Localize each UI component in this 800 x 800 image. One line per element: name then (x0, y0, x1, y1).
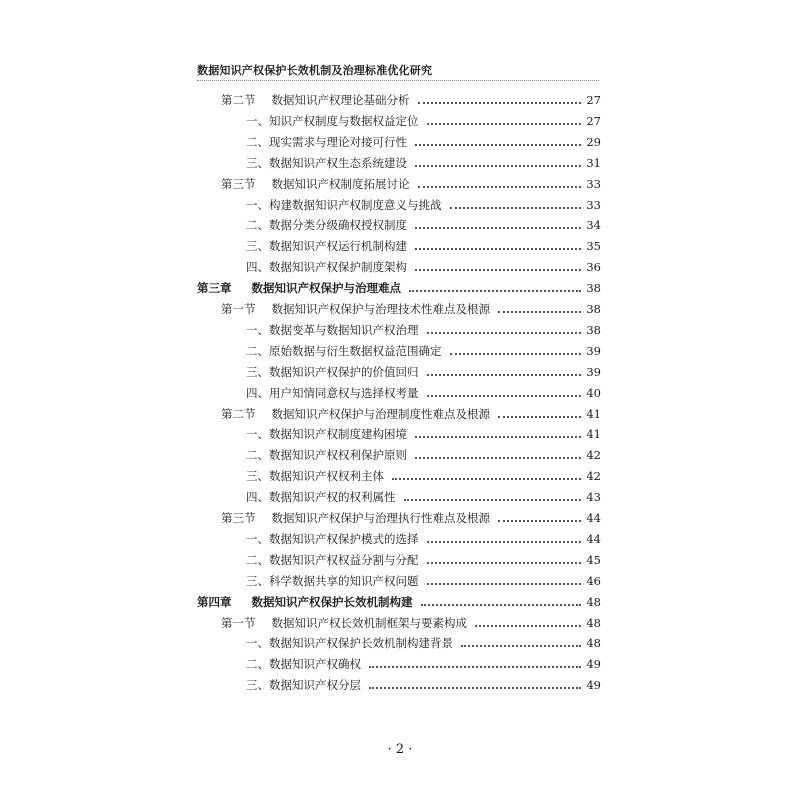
toc-entry-page: 33 (586, 197, 601, 212)
toc-entry-page: 45 (586, 552, 601, 567)
dot-leader (415, 165, 581, 167)
toc-item-entry (246, 673, 601, 693)
toc-item-entry (246, 548, 601, 568)
dot-leader (369, 666, 581, 668)
toc-entry-page: 46 (586, 573, 601, 588)
toc-entry-title: 四、数据知识产权的权利属性 (246, 490, 396, 505)
toc-entry-label (197, 594, 413, 610)
toc-entry-title: 数据知识产权保护与治理执行性难点及根源 (271, 511, 490, 525)
toc-entry-label (221, 615, 467, 631)
dot-leader (418, 186, 582, 188)
toc-entry-page: 35 (586, 239, 601, 254)
toc-entry-page: 48 (586, 636, 601, 651)
toc-item-entry (246, 381, 601, 401)
dot-leader (415, 227, 581, 229)
toc-entry-label (246, 364, 419, 380)
toc-section-entry (221, 88, 601, 108)
toc-entry-title: 三、数据知识产权运行机制构建 (246, 239, 407, 254)
toc-entry-page: 40 (586, 385, 601, 400)
toc-item-entry (246, 109, 601, 129)
toc-item-entry (246, 193, 601, 213)
toc-entry-label (246, 259, 407, 275)
toc-entry-label (221, 406, 490, 422)
toc-entry-label (197, 280, 401, 296)
toc-entry-page: 38 (586, 302, 601, 316)
toc-item-entry (246, 485, 601, 505)
toc-entry-title: 二、原始数据与衍生数据权益范围确定 (246, 343, 442, 358)
toc-entry-label (246, 134, 407, 150)
toc-entry-label (246, 573, 419, 589)
toc-entry-title: 数据知识产权理论基础分析 (271, 93, 410, 107)
toc-entry-page: 44 (586, 511, 601, 525)
toc-item-entry (246, 360, 601, 380)
toc-entry-number: 第三节 (221, 511, 256, 525)
dot-leader (427, 374, 582, 376)
toc-item-entry (246, 464, 601, 484)
dot-leader (427, 123, 582, 125)
toc-entry-number: 第三章 (197, 281, 232, 296)
toc-entry-page: 29 (586, 134, 601, 149)
toc-entry-number: 第三节 (221, 176, 256, 191)
dot-leader (392, 478, 581, 480)
toc-entry-label (246, 468, 384, 484)
toc-entry-label (246, 113, 419, 129)
dot-leader (369, 687, 581, 689)
dot-leader (498, 311, 581, 313)
toc-entry-page: 34 (586, 218, 601, 233)
toc-entry-label (221, 176, 410, 192)
toc-entry-page: 41 (586, 427, 601, 442)
dot-leader (421, 604, 582, 606)
toc-entry-page: 31 (586, 155, 601, 170)
toc-entry-page: 48 (586, 594, 601, 609)
toc-item-entry (246, 213, 601, 233)
toc-entry-label (246, 322, 419, 338)
toc-entry-title: 四、用户知情同意权与选择权考量 (246, 385, 419, 400)
toc-entry-page: 33 (586, 176, 601, 191)
toc-section-entry (221, 611, 601, 631)
dot-leader (427, 541, 582, 543)
toc-entry-label (221, 301, 490, 317)
toc-entry-label (246, 677, 361, 693)
toc-entry-title: 三、数据知识产权权利主体 (246, 469, 384, 484)
toc-entry-title: 数据知识产权保护与治理制度性难点及根源 (271, 406, 490, 421)
toc-item-entry (246, 527, 601, 547)
toc-section-entry (221, 402, 601, 422)
toc-entry-page: 43 (586, 490, 601, 505)
toc-entry-label (246, 155, 407, 171)
dot-leader (450, 207, 582, 209)
toc-entry-title: 数据知识产权保护与治理技术性难点及根源 (271, 302, 490, 316)
running-head: 数据知识产权保护长效机制及治理标准优化研究 (197, 64, 433, 77)
toc-entry-label (246, 552, 419, 568)
toc-entry-title: 三、数据知识产权生态系统建设 (246, 155, 407, 170)
toc-entry-label (246, 489, 396, 505)
toc-item-entry (246, 339, 601, 359)
toc-item-entry (246, 422, 601, 442)
toc-entry-title: 二、数据分类分级确权授权制度 (246, 218, 407, 233)
toc-entry-page: 36 (586, 260, 601, 275)
dot-leader (450, 353, 582, 355)
toc-entry-title: 三、科学数据共享的知识产权问题 (246, 573, 419, 588)
toc-entry-label (246, 635, 453, 651)
toc-item-entry (246, 318, 601, 338)
dot-leader (409, 290, 581, 292)
toc-entry-title: 一、数据知识产权保护模式的选择 (246, 531, 419, 546)
toc-entry-title: 二、数据知识产权权益分割与分配 (246, 552, 419, 567)
dot-leader (427, 583, 582, 585)
dot-leader (427, 332, 582, 334)
dot-leader (415, 436, 581, 438)
toc-entry-number: 第二节 (221, 93, 256, 107)
toc-item-entry (246, 569, 601, 589)
toc-entry-page: 27 (586, 93, 601, 107)
toc-entry-label (221, 510, 490, 526)
toc-item-entry (246, 151, 601, 171)
toc-entry-page: 38 (586, 281, 601, 296)
toc-entry-label (246, 385, 419, 401)
dot-leader (415, 144, 581, 146)
toc-entry-title: 一、数据知识产权制度建构困境 (246, 427, 407, 442)
toc-entry-title: 三、数据知识产权分层 (246, 678, 361, 693)
toc-entry-title: 一、构建数据知识产权制度意义与挑战 (246, 197, 442, 212)
toc-entry-page: 48 (586, 615, 601, 630)
toc-entry-label (246, 531, 419, 547)
toc-entry-number: 第二节 (221, 406, 256, 421)
toc-section-entry (221, 506, 601, 526)
toc-item-entry (246, 130, 601, 150)
toc-entry-title: 数据知识产权保护长效机制构建 (251, 594, 413, 609)
toc-entry-page: 39 (586, 364, 601, 379)
toc-chapter-entry (197, 276, 601, 296)
toc-item-entry (246, 234, 601, 254)
toc-entry-title: 一、数据变革与数据知识产权治理 (246, 322, 419, 337)
toc-entry-page: 49 (586, 678, 601, 693)
toc-entry-page: 42 (586, 448, 601, 463)
toc-item-entry (246, 652, 601, 672)
toc-item-entry (246, 255, 601, 275)
toc-entry-page: 49 (586, 657, 601, 672)
dot-leader (418, 102, 582, 104)
dot-leader (475, 625, 581, 627)
toc-entry-page: 41 (586, 406, 601, 421)
toc-entry-title: 数据知识产权制度拓展讨论 (271, 176, 410, 191)
toc-entry-label (246, 343, 442, 359)
dot-leader (415, 248, 581, 250)
toc-entry-label (246, 426, 407, 442)
toc-section-entry (221, 172, 601, 192)
toc-entry-label (246, 447, 407, 463)
toc-entry-number: 第一节 (221, 615, 256, 630)
toc-entry-label (246, 238, 407, 254)
dot-leader (498, 416, 581, 418)
toc-entry-title: 数据知识产权保护与治理难点 (251, 281, 401, 296)
toc-entry-label (221, 92, 410, 108)
toc-item-entry (246, 443, 601, 463)
dot-leader (461, 645, 581, 647)
toc-entry-number: 第四章 (197, 594, 232, 609)
toc-entry-page: 39 (586, 343, 601, 358)
toc-entry-title: 二、数据知识产权权利保护原则 (246, 448, 407, 463)
toc-entry-label (246, 197, 442, 213)
toc-entry-label (246, 656, 361, 672)
toc-entry-page: 42 (586, 469, 601, 484)
toc-entry-title: 二、现实需求与理论对接可行性 (246, 134, 407, 149)
page-number: · 2 · (387, 742, 413, 757)
toc-entry-title: 数据知识产权长效机制框架与要素构成 (271, 615, 467, 630)
toc-entry-title: 二、数据知识产权确权 (246, 657, 361, 672)
toc-entry-label (246, 217, 407, 233)
toc-entry-page: 27 (586, 113, 601, 128)
dot-leader (404, 499, 582, 501)
toc-item-entry (246, 631, 601, 651)
toc-entry-page: 38 (586, 322, 601, 337)
dot-leader (427, 562, 582, 564)
dot-leader (498, 520, 581, 522)
toc-entry-number: 第一节 (221, 302, 256, 316)
dot-leader (427, 395, 582, 397)
toc-entry-title: 三、数据知识产权保护的价值回归 (246, 364, 419, 379)
dot-leader (415, 457, 581, 459)
toc-chapter-entry (197, 590, 601, 610)
toc-entry-title: 一、知识产权制度与数据权益定位 (246, 113, 419, 128)
toc-entry-title: 一、数据知识产权保护长效机制构建背景 (246, 636, 453, 651)
dot-leader (415, 269, 581, 271)
toc-section-entry (221, 297, 601, 317)
toc-entry-page: 44 (586, 531, 601, 546)
toc-entry-title: 四、数据知识产权保护制度架构 (246, 260, 407, 275)
